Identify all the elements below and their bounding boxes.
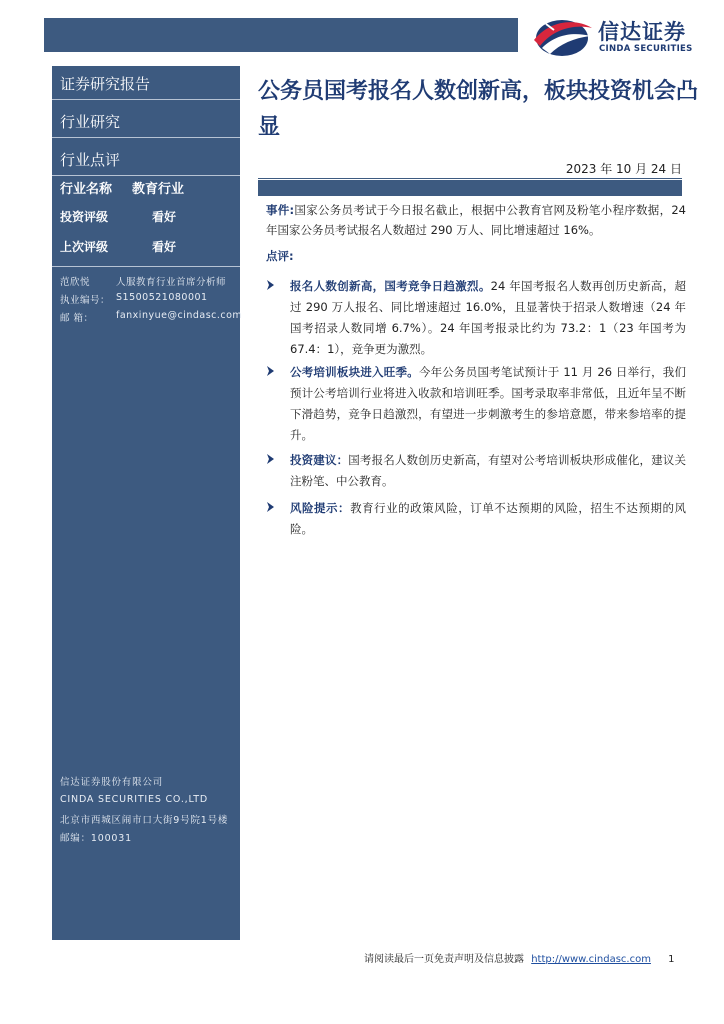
arrow-bullet-icon xyxy=(266,279,275,291)
email-label: 邮 箱： xyxy=(60,313,94,324)
page-title: 公务员国考报名人数创新高，板块投资机会凸显 xyxy=(258,79,699,140)
page-footer xyxy=(364,950,675,965)
cinda-logo-icon xyxy=(532,14,594,58)
prev-rating-value: 看好 xyxy=(152,240,177,254)
bullet-item xyxy=(266,450,686,492)
bullet-lead: 风险提示： xyxy=(290,501,351,515)
bullet-item xyxy=(266,362,686,446)
company-postcode: 邮编：100031 xyxy=(60,833,132,844)
bullet-item xyxy=(266,498,686,540)
sidebar-tab-industry-research: 行业研究 xyxy=(52,104,240,138)
analyst-title: 人服教育行业首席分析师 xyxy=(116,277,227,288)
email-value[interactable]: fanxinyue@cindasc.com xyxy=(116,310,243,321)
license-value: S1500521080001 xyxy=(116,292,208,303)
arrow-bullet-icon xyxy=(266,365,275,377)
arrow-bullet-icon xyxy=(266,453,275,465)
date-divider xyxy=(258,178,682,179)
footer-website-link[interactable]: http://www.cindasc.com xyxy=(531,954,651,965)
bullet-text: 24 年国考报名人数再创历史新高，超过 290 万人报名、同比增速超过 16.0%，且显著快于招录人数增速（24 年国考招录人数同增 6.7%）。24 年国考报录比约为 73.2：1（23 年国考为 67.4：1），竞争更为激烈。 xyxy=(290,279,686,356)
cinda-logo xyxy=(532,14,712,58)
event-text: 国家公务员考试于今日报名截止，根据中公教育官网及粉笔小程序数据，24 年国家公务员考试报名人数超过 290 万人、同比增速超过 16%。 xyxy=(266,203,686,237)
content-header-bar xyxy=(258,180,682,196)
arrow-bullet-icon xyxy=(266,501,275,513)
bullet-lead: 投资建议： xyxy=(290,453,349,467)
analyst-row xyxy=(60,274,227,288)
report-date: 2023 年 10 月 24 日 xyxy=(565,162,682,176)
sidebar-tab-research-report: 证券研究报告 xyxy=(52,66,240,100)
bullet-lead: 公考培训板块进入旺季。 xyxy=(290,365,419,379)
rating-row xyxy=(60,208,177,225)
footer-disclaimer: 请阅读最后一页免责声明及信息披露 xyxy=(364,954,524,965)
company-address: 北京市西城区闹市口大街9号院1号楼 xyxy=(60,815,229,826)
bullet-text: 教育行业的政策风险，订单不达预期的风险，招生不达预期的风险。 xyxy=(290,501,686,536)
rating-label: 投资评级 xyxy=(60,210,109,224)
rating-value: 看好 xyxy=(152,210,177,224)
company-name-en: CINDA SECURITIES CO.,LTD xyxy=(60,794,208,805)
bullet-lead: 报名人数创新高，国考竞争日趋激烈。 xyxy=(290,279,491,293)
industry-name-label: 行业名称 xyxy=(60,182,113,197)
email-row xyxy=(60,310,243,324)
event-paragraph xyxy=(266,200,686,240)
industry-name-value: 教育行业 xyxy=(132,182,185,197)
prev-rating-label: 上次评级 xyxy=(60,240,109,254)
industry-name-row xyxy=(60,178,185,197)
logo-text-cn: 信达证券 xyxy=(598,20,686,44)
event-label: 事件: xyxy=(266,203,295,217)
comment-label: 点评: xyxy=(266,249,294,263)
sidebar-divider xyxy=(52,266,240,267)
company-name-cn: 信达证券股份有限公司 xyxy=(60,777,164,788)
analyst-name: 范欣悦 xyxy=(60,277,91,288)
license-row xyxy=(60,292,208,306)
header-bar xyxy=(44,18,518,52)
sidebar xyxy=(52,66,243,940)
logo-text-en: CINDA SECURITIES xyxy=(599,44,693,54)
prev-rating-row xyxy=(60,238,177,255)
license-label: 执业编号： xyxy=(60,295,111,306)
sidebar-tab-industry-comment: 行业点评 xyxy=(52,142,240,176)
bullet-item xyxy=(266,276,686,360)
page-number: 1 xyxy=(668,954,675,965)
bullet-text: 国考报名人数创历史新高，有望对公考培训板块形成催化，建议关注粉笔、中公教育。 xyxy=(290,453,687,488)
bullet-text: 今年公务员国考笔试预计于 11 月 26 日举行，我们预计公考培训行业将进入收款和培训旺季。国考录取率非常低，且近年呈不断下滑趋势，竞争日趋激烈，有望进一步刺激考生的参培意愿，带来参培率的提升。 xyxy=(290,365,687,442)
